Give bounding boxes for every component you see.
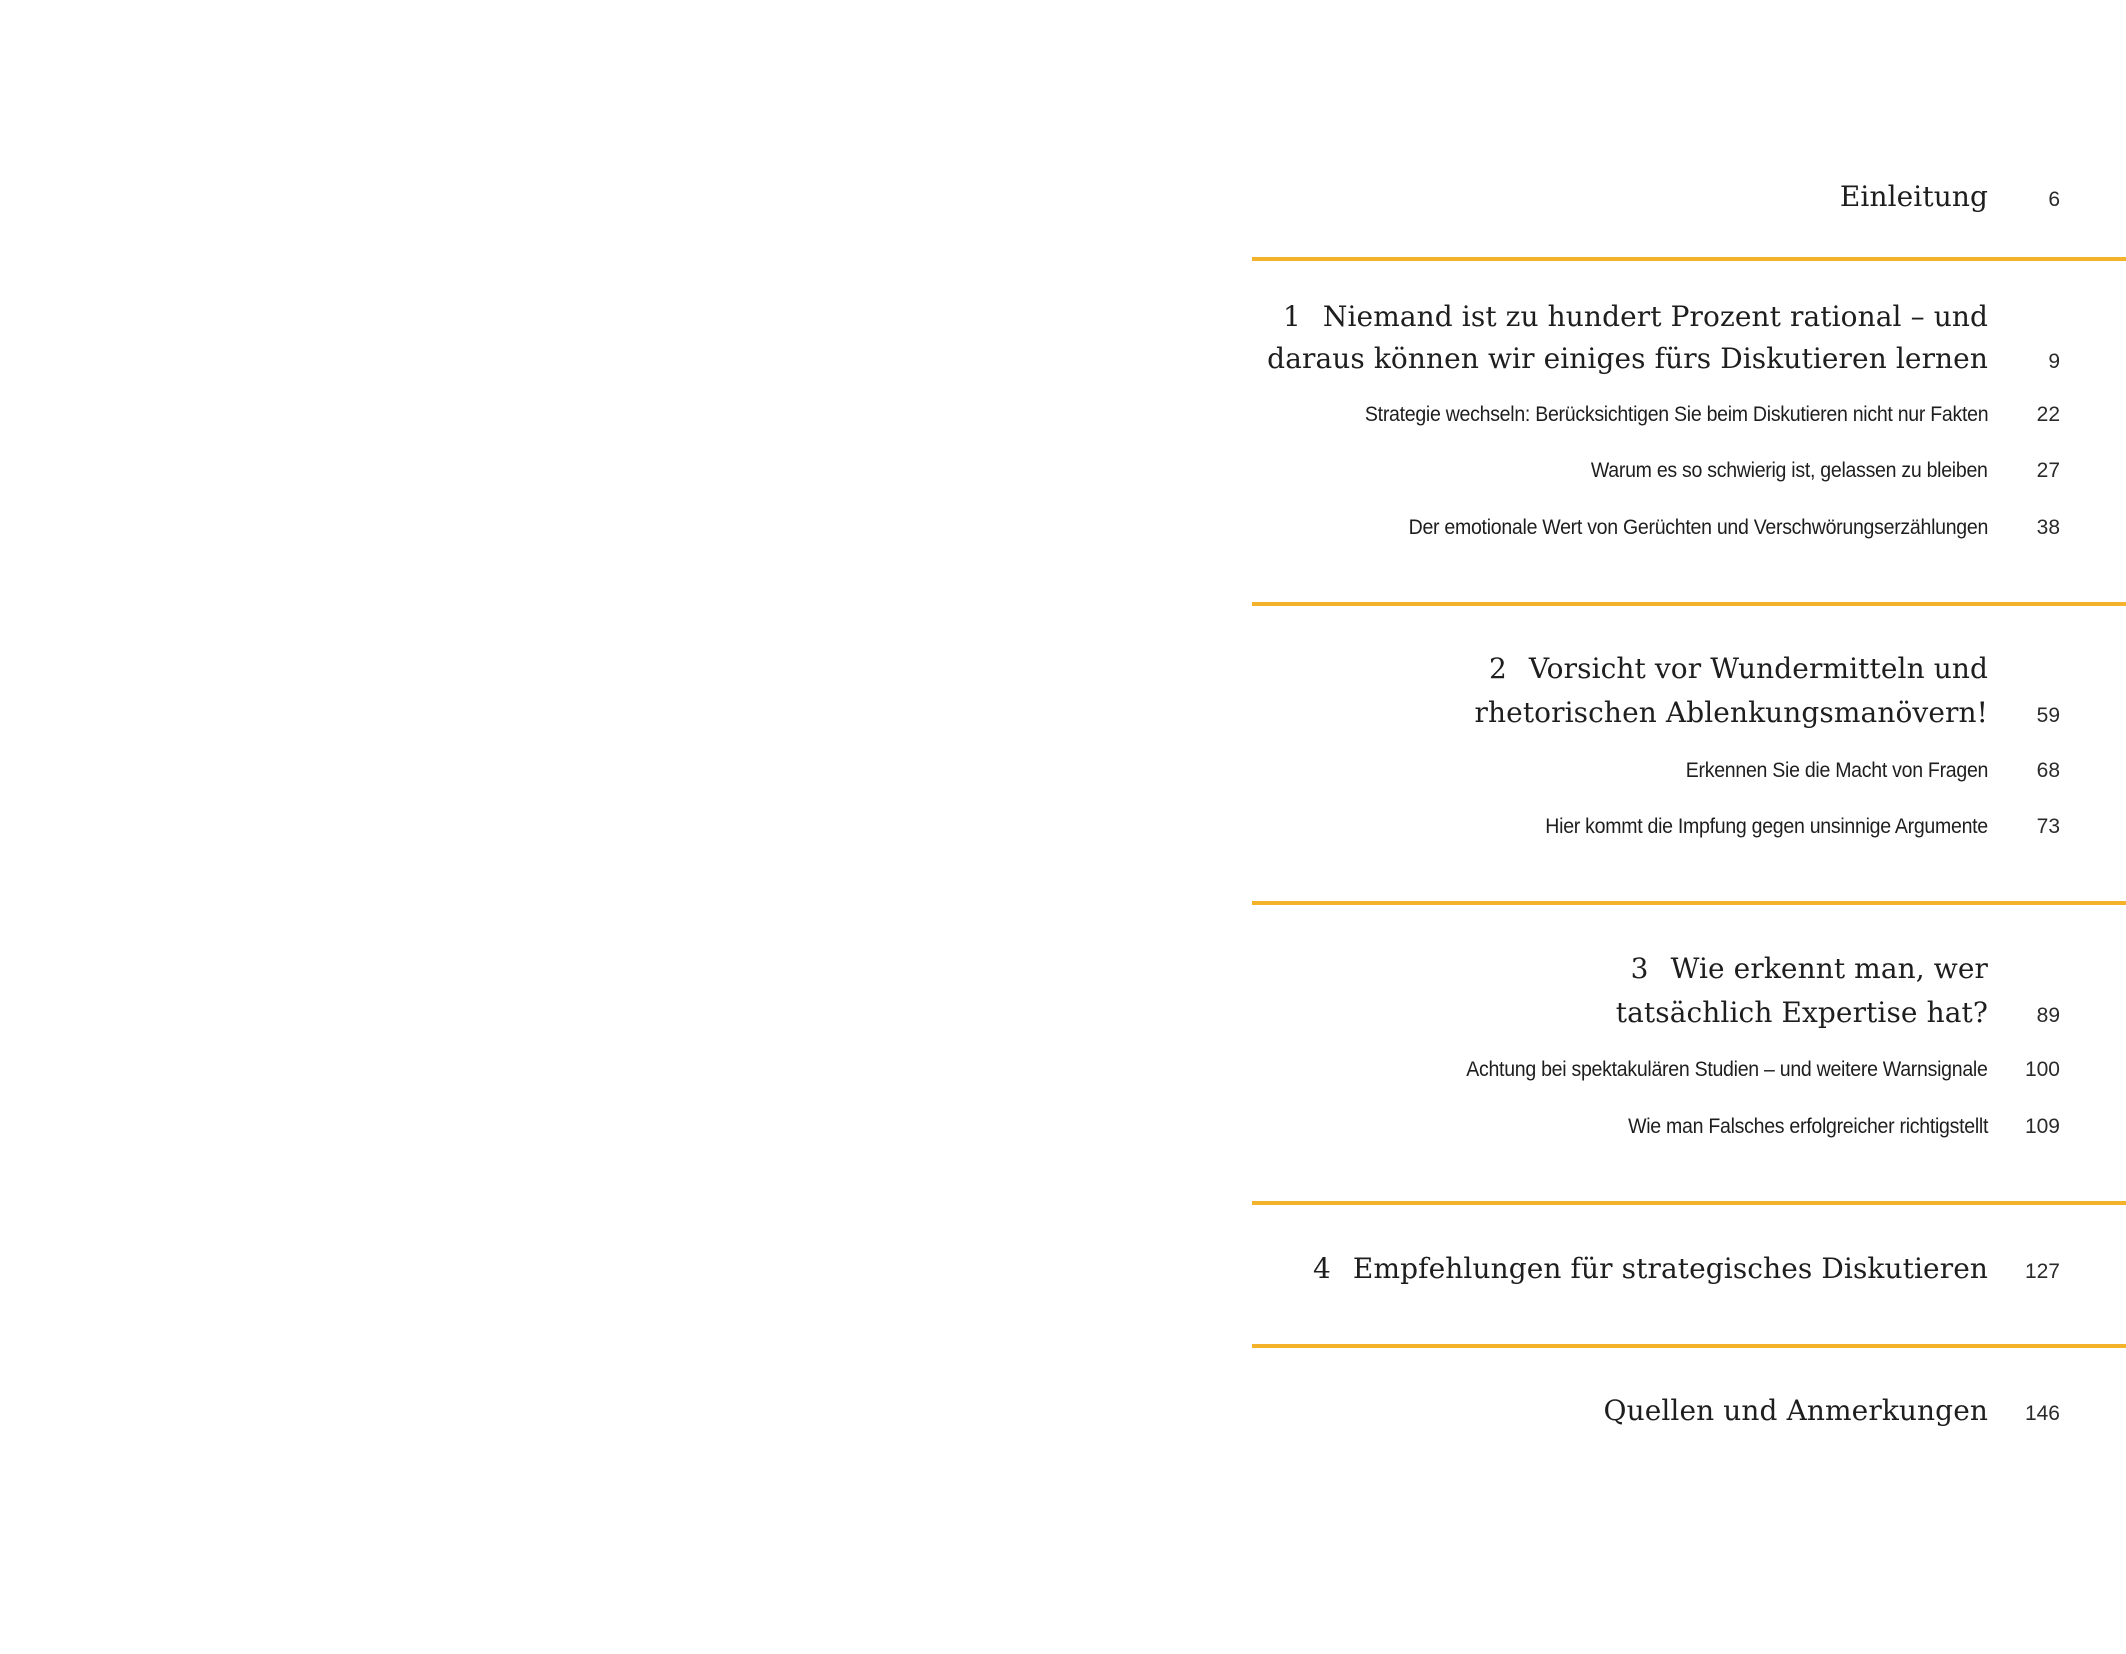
chapter-4-number: 4 (1313, 1252, 1331, 1285)
toc-chapter-1-line1[interactable] (1180, 296, 2060, 338)
toc-chapter-2-line1[interactable] (1180, 648, 2060, 690)
chapter-3-page: 89 (2036, 1004, 2060, 1027)
section-title: Warum es so schwierig ist, gelassen zu bleiben (1591, 459, 1988, 482)
toc-entry-intro[interactable] (1180, 176, 2060, 218)
chapter-4-title: Empfehlungen für strategisches Diskutieren (1352, 1252, 1988, 1285)
section-title: Der emotionale Wert von Gerüchten und Verschwörungserzählungen (1408, 516, 1988, 539)
section-title: Erkennen Sie die Macht von Fragen (1685, 759, 1988, 782)
section-page: 100 (2024, 1058, 2060, 1081)
sources-title: Quellen und Anmerkungen (1603, 1394, 1988, 1427)
section-page: 109 (2024, 1115, 2060, 1138)
section-title: Achtung bei spektakulären Studien – und weitere Warnsignale (1466, 1058, 1988, 1081)
section-page: 73 (2036, 815, 2060, 838)
toc-chapter-4[interactable] (1180, 1248, 2060, 1290)
chapter-3-title-line1: Wie erkennt man, wer (1670, 952, 1988, 985)
toc-chapter-1-line2[interactable] (1180, 338, 2060, 380)
intro-title: Einleitung (1839, 180, 1988, 213)
section-page: 38 (2036, 516, 2060, 539)
section-title: Wie man Falsches erfolgreicher richtigstellt (1627, 1115, 1988, 1138)
toc-section[interactable] (1180, 1056, 2060, 1084)
chapter-1-page: 9 (2048, 350, 2060, 373)
section-divider (1252, 1201, 2126, 1205)
section-page: 22 (2036, 403, 2060, 426)
chapter-1-title-line1: Niemand ist zu hundert Prozent rational – und (1322, 300, 1988, 333)
intro-page: 6 (2048, 188, 2060, 211)
chapter-3-title-line2: tatsächlich Expertise hat? (1615, 996, 1988, 1029)
toc-chapter-2-line2[interactable] (1180, 692, 2060, 734)
toc-chapter-3-line1[interactable] (1180, 948, 2060, 990)
section-divider (1252, 257, 2126, 261)
sources-page: 146 (2024, 1402, 2060, 1425)
section-title: Hier kommt die Impfung gegen unsinnige Argumente (1545, 815, 1988, 838)
chapter-2-title-line1: Vorsicht vor Wundermitteln und (1528, 652, 1988, 685)
section-page: 68 (2036, 759, 2060, 782)
toc-section[interactable] (1180, 401, 2060, 429)
toc-section[interactable] (1180, 457, 2060, 485)
chapter-3-number: 3 (1630, 952, 1649, 985)
section-divider (1252, 901, 2126, 905)
section-divider (1252, 1344, 2126, 1348)
toc-section[interactable] (1180, 757, 2060, 785)
chapter-1-number: 1 (1282, 300, 1301, 333)
chapter-4-page: 127 (2024, 1260, 2060, 1283)
section-page: 27 (2036, 459, 2060, 482)
chapter-1-title-line2: daraus können wir einiges fürs Diskutieren lernen (1267, 342, 1988, 375)
toc-section[interactable] (1180, 813, 2060, 841)
chapter-2-page: 59 (2036, 704, 2060, 727)
chapter-2-number: 2 (1488, 652, 1507, 685)
toc-chapter-3-line2[interactable] (1180, 992, 2060, 1034)
toc-section[interactable] (1180, 1113, 2060, 1141)
section-divider (1252, 602, 2126, 606)
section-title: Strategie wechseln: Berücksichtigen Sie beim Diskutieren nicht nur Fakten (1364, 403, 1988, 426)
chapter-2-title-line2: rhetorischen Ablenkungsmanövern! (1474, 696, 1988, 729)
toc-entry-sources[interactable] (1180, 1390, 2060, 1432)
toc-section[interactable] (1180, 514, 2060, 542)
